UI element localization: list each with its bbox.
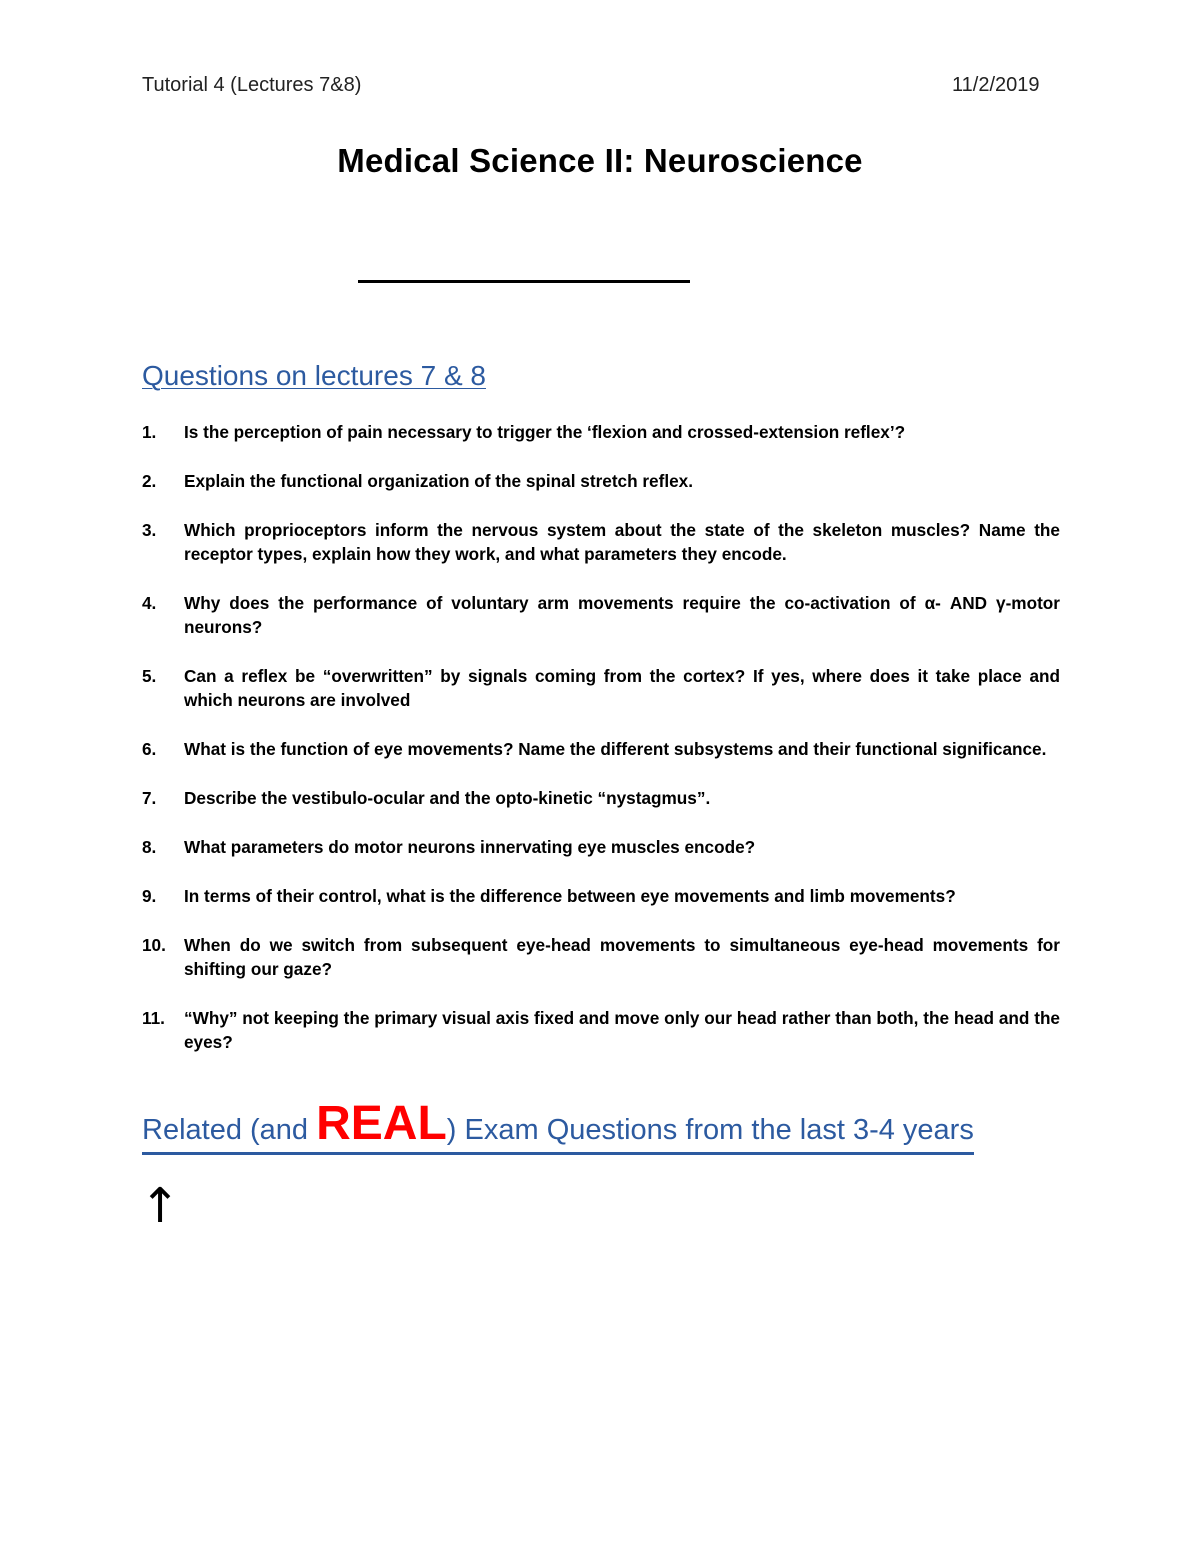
question-text: Describe the vestibulo-ocular and the opto-kinetic “nystagmus”.: [184, 788, 711, 808]
question-item: [142, 664, 1060, 712]
question-text: What parameters do motor neurons innervating eye muscles encode?: [184, 837, 756, 857]
question-number: 10.: [142, 935, 166, 955]
question-number: 11.: [142, 1008, 165, 1028]
title-underline-rule: [358, 280, 690, 283]
question-item: [142, 591, 1060, 639]
question-number: 8.: [142, 837, 157, 857]
exam-heading-prefix: Related (and: [142, 1114, 317, 1146]
header-date: 11/2/2019: [952, 74, 1040, 96]
question-item: [142, 420, 1060, 444]
up-arrow-icon: ↑: [140, 1178, 181, 1234]
question-text: “Why” not keeping the primary visual axis fixed and move only our head rather than both, the head and the eyes?: [184, 1008, 1060, 1052]
question-number: 5.: [142, 666, 157, 686]
question-number: 1.: [142, 422, 157, 442]
question-number: 7.: [142, 788, 157, 808]
question-item: [142, 469, 1060, 493]
question-text: Which proprioceptors inform the nervous system about the state of the skeleton muscles? Name the receptor types, explain how they work, and what parameters they encode.: [184, 520, 1060, 564]
question-item: [142, 786, 1060, 810]
question-item: [142, 737, 1060, 761]
question-text: Why does the performance of voluntary arm movements require the co-activation of α- AND γ-motor neurons?: [184, 593, 1060, 637]
exam-questions-heading: [142, 1097, 974, 1155]
question-number: 4.: [142, 593, 157, 613]
question-item: [142, 933, 1060, 981]
question-item: [142, 1006, 1060, 1054]
question-list: [142, 420, 1060, 1079]
section-heading: Questions on lectures 7 & 8: [142, 360, 486, 391]
question-text: What is the function of eye movements? Name the different subsystems and their functional significance.: [184, 739, 1047, 759]
exam-heading-suffix: ) Exam Questions from the last 3-4 years: [446, 1114, 974, 1146]
question-number: 3.: [142, 520, 157, 540]
question-number: 9.: [142, 886, 157, 906]
question-text: Is the perception of pain necessary to trigger the ‘flexion and crossed-extension reflex’?: [184, 422, 906, 442]
question-text: When do we switch from subsequent eye-head movements to simultaneous eye-head movements for shifting our gaze?: [184, 935, 1060, 979]
question-text: Can a reflex be “overwritten” by signals coming from the cortex? If yes, where does it take place and which neurons are involved: [184, 666, 1060, 710]
question-number: 6.: [142, 739, 157, 759]
page-title: Medical Science II: Neuroscience: [337, 142, 863, 179]
question-item: [142, 518, 1060, 566]
exam-heading-emphasis: REAL: [316, 1097, 447, 1150]
header-course-label: Tutorial 4 (Lectures 7&8): [142, 74, 362, 96]
question-text: Explain the functional organization of the spinal stretch reflex.: [184, 471, 694, 491]
question-item: [142, 884, 1060, 908]
question-text: In terms of their control, what is the difference between eye movements and limb movements?: [184, 886, 956, 906]
question-number: 2.: [142, 471, 157, 491]
question-item: [142, 835, 1060, 859]
